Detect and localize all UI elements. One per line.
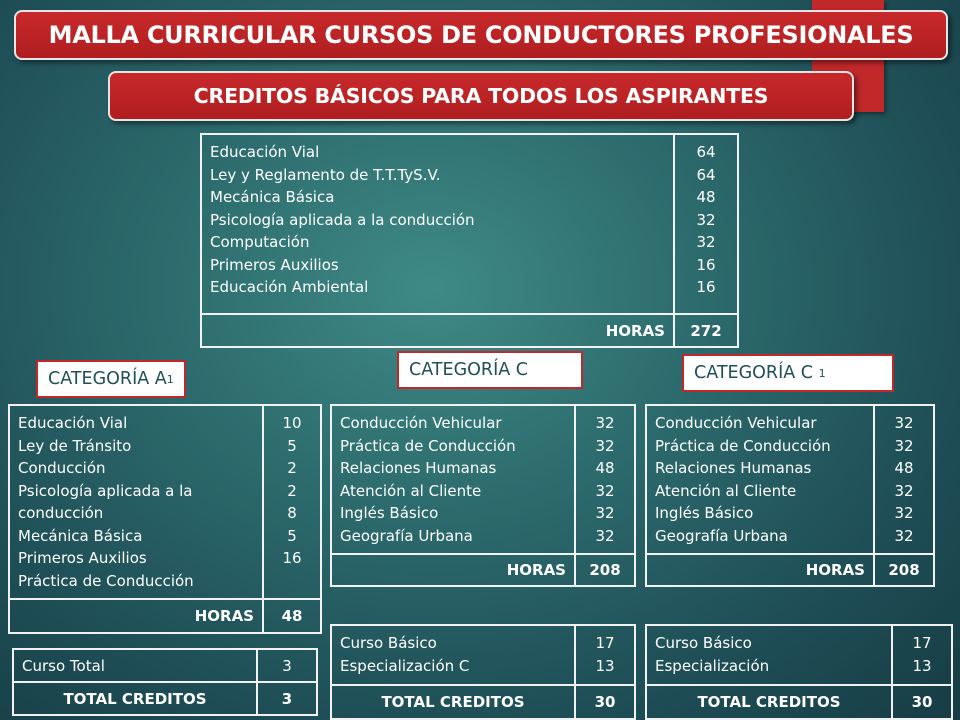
- hours-cell: [263, 405, 321, 599]
- credit-item: Curso Básico: [655, 634, 752, 652]
- category-a1-subscript: 1: [166, 373, 174, 386]
- table-row-total: [9, 599, 321, 633]
- total-credits-label: TOTAL CREDITOS: [13, 682, 257, 715]
- total-value: 272: [674, 314, 738, 347]
- credits-values-cell: [892, 625, 952, 685]
- subject: Atención al Cliente: [340, 481, 482, 500]
- subject: Educación Vial: [210, 143, 320, 161]
- category-c1-text: CATEGORÍA C: [694, 363, 813, 383]
- total-label: HORAS: [646, 554, 874, 586]
- hours-cell: [575, 405, 635, 554]
- credit-value: 17: [912, 634, 932, 652]
- subjects-cell: [201, 134, 674, 314]
- basic-credits-table: [200, 133, 739, 348]
- category-a1-label: [36, 360, 186, 398]
- credit-item: Especialización: [655, 656, 770, 675]
- subject: Educación Vial: [18, 414, 128, 432]
- subject: Relaciones Humanas: [655, 459, 812, 477]
- subject: Geografía Urbana: [655, 526, 788, 545]
- hours-value: 32: [894, 481, 914, 500]
- table-row: [331, 625, 635, 685]
- hours-value: 48: [696, 188, 716, 206]
- category-c-credits-table: [330, 624, 636, 720]
- hours-value: 32: [595, 481, 615, 500]
- hours-value: 2: [287, 481, 297, 500]
- table-row: [646, 625, 952, 685]
- table-row: [646, 405, 934, 554]
- category-c-label: CATEGORÍA C: [397, 351, 583, 389]
- hours-value: 5: [287, 526, 297, 545]
- hours-value: 32: [894, 414, 914, 432]
- subject: Ley y Reglamento de T.T.TyS.V.: [210, 165, 441, 184]
- hours-value: 32: [696, 210, 716, 229]
- hours-value: 48: [595, 459, 615, 477]
- hours-value: 10: [282, 414, 302, 432]
- hours-value: 32: [595, 436, 615, 455]
- table-row: [9, 405, 321, 599]
- subject: Atención al Cliente: [655, 481, 797, 500]
- category-c1-subscript: 1: [818, 367, 826, 380]
- hours-value: 8: [287, 504, 297, 522]
- subject: Educación Ambiental: [210, 278, 369, 296]
- total-value: 208: [874, 554, 934, 586]
- total-credits-label: TOTAL CREDITOS: [646, 685, 892, 719]
- credit-value: 13: [595, 656, 615, 675]
- total-credits-value: 30: [892, 685, 952, 719]
- table-row: [331, 405, 635, 554]
- subject: Conducción Vehicular: [340, 414, 502, 432]
- subject: Primeros Auxilios: [210, 255, 339, 274]
- hours-value: 16: [282, 549, 302, 567]
- subject: Conducción Vehicular: [655, 414, 817, 432]
- hours-value: 16: [696, 255, 716, 274]
- hours-cell: [674, 134, 738, 314]
- table-row-total: [13, 682, 317, 715]
- subject: Primeros Auxilios: [18, 549, 147, 567]
- subject: Práctica de Conducción: [18, 571, 194, 590]
- table-row-total: [646, 554, 934, 586]
- subjects-cell: [9, 405, 263, 599]
- total-label: HORAS: [201, 314, 674, 347]
- hours-value: 64: [696, 165, 716, 184]
- subjects-cell: [331, 405, 575, 554]
- hours-value: 32: [595, 526, 615, 545]
- hours-value: 32: [595, 414, 615, 432]
- total-credits-label: TOTAL CREDITOS: [331, 685, 575, 719]
- table-row-total: [646, 685, 952, 719]
- total-credits-value: 3: [257, 682, 317, 715]
- credit-value: 13: [912, 656, 932, 675]
- hours-value: 16: [696, 278, 716, 296]
- credit-item: Especialización C: [340, 656, 470, 675]
- subject: Computación: [210, 233, 310, 251]
- category-c-table: [330, 404, 636, 587]
- hours-value: 32: [894, 504, 914, 522]
- subject: Inglés Básico: [655, 504, 754, 522]
- hours-value: 64: [696, 143, 716, 161]
- subject: Mecánica Básica: [210, 188, 335, 206]
- table-row: [13, 649, 317, 682]
- subject: Conducción: [18, 459, 106, 477]
- category-a1-credits-table: [12, 648, 318, 716]
- hours-value: 32: [894, 436, 914, 455]
- hours-value: 32: [696, 233, 716, 251]
- subject: Ley de Tránsito: [18, 436, 132, 455]
- hours-value: 32: [595, 504, 615, 522]
- total-value: 48: [263, 599, 321, 633]
- category-c1-table: [645, 404, 935, 587]
- hours-value: 48: [894, 459, 914, 477]
- category-c1-credits-table: [645, 624, 953, 720]
- total-value: 208: [575, 554, 635, 586]
- hours-value: 5: [287, 436, 297, 455]
- page-title: MALLA CURRICULAR CURSOS DE CONDUCTORES PROFESIONALES: [14, 10, 948, 60]
- hours-value: 32: [894, 526, 914, 545]
- table-row-total: [201, 314, 738, 347]
- subject: Psicología aplicada a la conducción: [210, 210, 475, 229]
- credits-items-cell: [646, 625, 892, 685]
- category-a1-table: [8, 404, 322, 634]
- subject: Práctica de Conducción: [655, 436, 831, 455]
- subject: Psicología aplicada a la conducción: [18, 481, 193, 522]
- category-a1-text: CATEGORÍA A: [48, 369, 167, 389]
- subject: Inglés Básico: [340, 504, 439, 522]
- subject: Relaciones Humanas: [340, 459, 497, 477]
- subjects-cell: [646, 405, 874, 554]
- credit-value: 17: [595, 634, 615, 652]
- table-row-total: [331, 685, 635, 719]
- course-value: 3: [257, 649, 317, 682]
- table-row-total: [331, 554, 635, 586]
- credits-values-cell: [575, 625, 635, 685]
- hours-value: 2: [287, 459, 297, 477]
- course-label: Curso Total: [13, 649, 257, 682]
- hours-cell: [874, 405, 934, 554]
- subject: Práctica de Conducción: [340, 436, 516, 455]
- table-row: [201, 134, 738, 314]
- total-label: HORAS: [9, 599, 263, 633]
- page-subtitle: CREDITOS BÁSICOS PARA TODOS LOS ASPIRANTES: [108, 71, 854, 121]
- total-credits-value: 30: [575, 685, 635, 719]
- subject: Mecánica Básica: [18, 526, 143, 545]
- subject: Geografía Urbana: [340, 526, 473, 545]
- category-c1-label: [682, 354, 894, 392]
- total-label: HORAS: [331, 554, 575, 586]
- credit-item: Curso Básico: [340, 634, 437, 652]
- credits-items-cell: [331, 625, 575, 685]
